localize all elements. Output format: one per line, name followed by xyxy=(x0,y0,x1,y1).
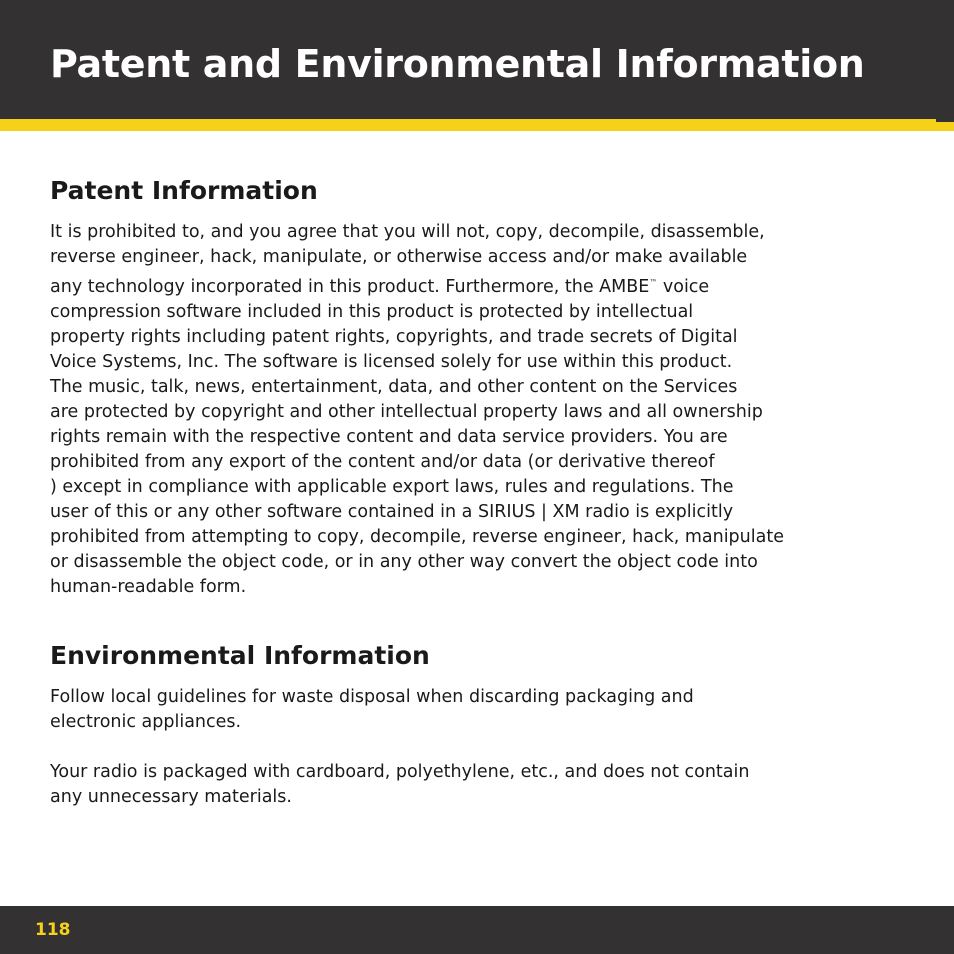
environmental-line: Follow local guidelines for waste disposal when discarding packaging and xyxy=(50,687,694,707)
paragraph-spacer xyxy=(50,735,880,760)
patent-line: rights remain with the respective content and data service providers. You are xyxy=(50,427,728,447)
patent-body xyxy=(50,220,880,600)
patent-line: Voice Systems, Inc. The software is licensed solely for use within this product. xyxy=(50,352,733,372)
patent-line: human-readable form. xyxy=(50,577,247,597)
environmental-line: Your radio is packaged with cardboard, polyethylene, etc., and does not contain xyxy=(50,762,750,782)
patent-line: prohibited from attempting to copy, decompile, reverse engineer, hack, manipulate xyxy=(50,527,784,547)
page-number: 118 xyxy=(35,920,71,940)
environmental-body xyxy=(50,685,880,810)
environmental-heading: Environmental Information xyxy=(50,641,430,670)
patent-line: user of this or any other software contained in a SIRIUS | XM radio is explicitly xyxy=(50,502,734,522)
environmental-line: any unnecessary materials. xyxy=(50,787,292,807)
patent-line: or disassemble the object code, or in any other way convert the object code into xyxy=(50,552,758,572)
patent-line: It is prohibited to, and you agree that you will not, copy, decompile, disassemble, xyxy=(50,222,765,242)
trademark-symbol: ™ xyxy=(649,278,658,287)
header-accent-notch xyxy=(936,119,954,122)
patent-heading: Patent Information xyxy=(50,176,318,205)
patent-line-ambe-text: any technology incorporated in this product. Furthermore, the AMBE xyxy=(50,277,650,297)
page-title: Patent and Environmental Information xyxy=(50,42,865,86)
patent-line: are protected by copyright and other intellectual property laws and all ownership xyxy=(50,402,763,422)
patent-line-ambe xyxy=(50,270,880,300)
patent-section xyxy=(50,176,880,600)
page-header xyxy=(0,0,954,119)
patent-line: property rights including patent rights, copyrights, and trade secrets of Digital xyxy=(50,327,738,347)
patent-line-ambe-tail: voice xyxy=(657,277,710,297)
patent-line: reverse engineer, hack, manipulate, or otherwise access and/or make available xyxy=(50,247,748,267)
environmental-line: electronic appliances. xyxy=(50,712,242,732)
patent-line: compression software included in this product is protected by intellectual xyxy=(50,302,694,322)
page-footer xyxy=(0,906,954,954)
environmental-section xyxy=(50,641,880,810)
patent-line: ) except in compliance with applicable export laws, rules and regulations. The xyxy=(50,477,734,497)
header-accent-bar xyxy=(0,119,954,131)
patent-line: prohibited from any export of the content and/or data (or derivative thereof xyxy=(50,452,715,472)
patent-line: The music, talk, news, entertainment, data, and other content on the Services xyxy=(50,377,738,397)
